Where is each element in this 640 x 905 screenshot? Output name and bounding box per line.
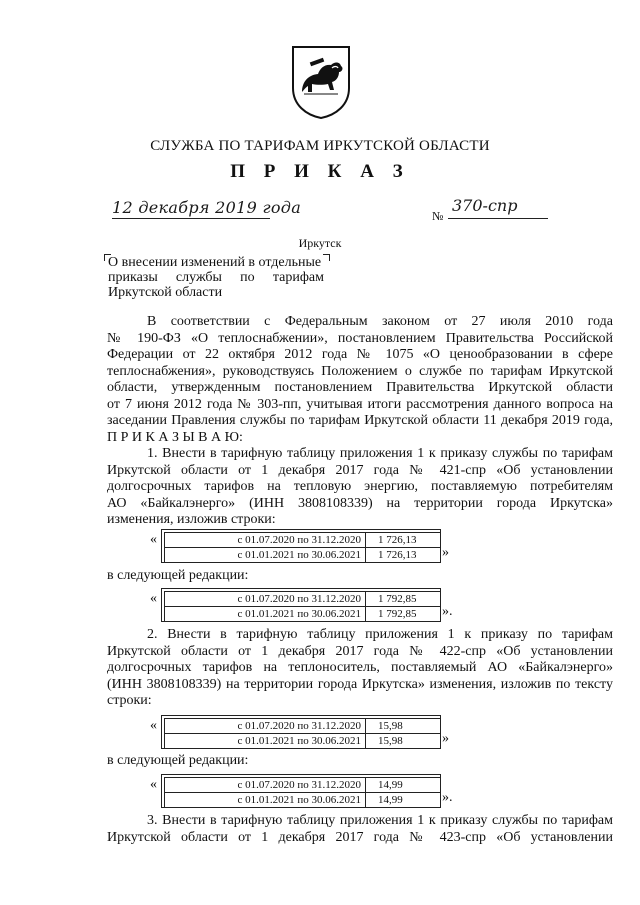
tariff-table-2-old (164, 718, 441, 749)
table-row (165, 548, 441, 563)
text-line: строки: (107, 693, 152, 708)
issue-city: Иркутск (298, 236, 342, 250)
table-cell-period: с 01.01.2021 по 30.06.2021 (165, 607, 366, 622)
next-edition-label: в следующей редакции: (107, 753, 249, 768)
agency-name: СЛУЖБА ПО ТАРИФАМ ИРКУТСКОЙ ОБЛАСТИ (150, 138, 490, 154)
subject-line: приказы службы по тарифам (108, 270, 324, 285)
tariff-table-2-new (164, 777, 441, 808)
table-cell-value: 15,98 (366, 734, 441, 749)
text-line: № 190-ФЗ «О теплоснабжении», постановлением Правительства Российской (107, 330, 613, 346)
table-cell-period: с 01.07.2020 по 31.12.2020 (165, 533, 366, 548)
table-cell-period: с 01.07.2020 по 31.12.2020 (165, 778, 366, 793)
text-line: заседании Правления службы по тарифам Иркутской области 11 декабря 2019 года, (107, 413, 613, 428)
text-line: области, утвержденным постановлением Правительства Иркутской области (107, 380, 613, 395)
open-quote: « (150, 532, 157, 547)
subject-line: О внесении изменений в отдельные (108, 255, 322, 270)
intro-paragraph (107, 314, 613, 446)
text-line: Федерации от 22 октября 2012 года № 1075 «О ценообразовании в сфере (107, 347, 613, 362)
table-cell-value: 1 726,13 (366, 533, 441, 548)
table-row (165, 592, 441, 607)
text-line: 2. Внести в тарифную таблицу приложения 1 к приказу по тарифам (147, 627, 613, 642)
open-quote: « (150, 591, 157, 606)
number-underline (448, 218, 548, 219)
text-line: В соответствии с Федеральным законом от 27 июля 2010 года (147, 314, 613, 329)
table-cell-period: с 01.01.2021 по 30.06.2021 (165, 793, 366, 808)
text-line: изменения, изложив строки: (107, 512, 276, 527)
table-row (165, 778, 441, 793)
item-2-paragraph (107, 627, 613, 710)
open-quote: « (150, 777, 157, 792)
table-cell-period: с 01.01.2021 по 30.06.2021 (165, 548, 366, 563)
text-line: долгосрочных тарифов на тепловую энергию, поставляемую потребителям (107, 479, 613, 494)
item-1-paragraph (107, 446, 613, 529)
table-cell-value: 14,99 (366, 778, 441, 793)
table-cell-period: с 01.01.2021 по 30.06.2021 (165, 734, 366, 749)
text-line: (ИНН 3808108339) на территории города Иркутска» изменения, изложив по тексту (107, 676, 613, 692)
text-line: от 7 июня 2012 года № 303-пп, учитывая итоги рассмотрения данного вопроса на (107, 396, 613, 412)
close-quote-period: ». (442, 604, 453, 619)
table-row (165, 793, 441, 808)
table-cell-period: с 01.07.2020 по 31.12.2020 (165, 592, 366, 607)
table-row (165, 719, 441, 734)
handwritten-order-number: 370-спр (452, 196, 518, 215)
table-row (165, 607, 441, 622)
order-word: П Р И К А З Ы В А Ю: (107, 429, 243, 445)
close-quote: » (442, 731, 449, 746)
close-quote: » (442, 545, 449, 560)
order-number-label: № (432, 209, 444, 223)
table-cell-value: 1 792,85 (366, 607, 441, 622)
text-line: Иркутской области от 1 декабря 2017 года № 421-спр «Об установлении (107, 462, 613, 478)
coat-of-arms-emblem (290, 44, 352, 120)
text-line: долгосрочных тарифов на теплоноситель, поставляемый АО «Байкалэнерго» (107, 660, 613, 675)
subject-bracket-right (323, 254, 330, 261)
table-row (165, 533, 441, 548)
text-line: Иркутской области от 1 декабря 2017 года № 422-спр «Об установлении (107, 643, 613, 659)
next-edition-label: в следующей редакции: (107, 568, 249, 583)
text-line: АО «Байкалэнерго» (ИНН 3808108339) на территории города Иркутска» (107, 495, 613, 511)
subject-block (108, 255, 324, 300)
handwritten-date: 12 декабря 2019 года (112, 198, 302, 217)
subject-line: Иркутской области (108, 285, 223, 300)
item-3-paragraph (107, 813, 613, 846)
table-cell-value: 1 726,13 (366, 548, 441, 563)
text-line: 1. Внести в тарифную таблицу приложения 1 к приказу службы по тарифам (147, 446, 613, 461)
open-quote: « (150, 718, 157, 733)
text-line: теплоснабжения», руководствуясь Положением о службе по тарифам Иркутской (107, 363, 613, 379)
close-quote-period: ». (442, 790, 453, 805)
document-type-title: П Р И К А З (230, 161, 410, 182)
date-underline (112, 218, 270, 219)
tariff-table-1-new (164, 591, 441, 622)
table-cell-value: 1 792,85 (366, 592, 441, 607)
text-line: Иркутской области от 1 декабря 2017 года № 423-спр «Об установлении (107, 829, 613, 845)
table-cell-value: 15,98 (366, 719, 441, 734)
table-row (165, 734, 441, 749)
table-cell-value: 14,99 (366, 793, 441, 808)
text-line: 3. Внести в тарифную таблицу приложения 1 к приказу службы по тарифам (147, 813, 613, 828)
tariff-table-1-old (164, 532, 441, 563)
table-cell-period: с 01.07.2020 по 31.12.2020 (165, 719, 366, 734)
